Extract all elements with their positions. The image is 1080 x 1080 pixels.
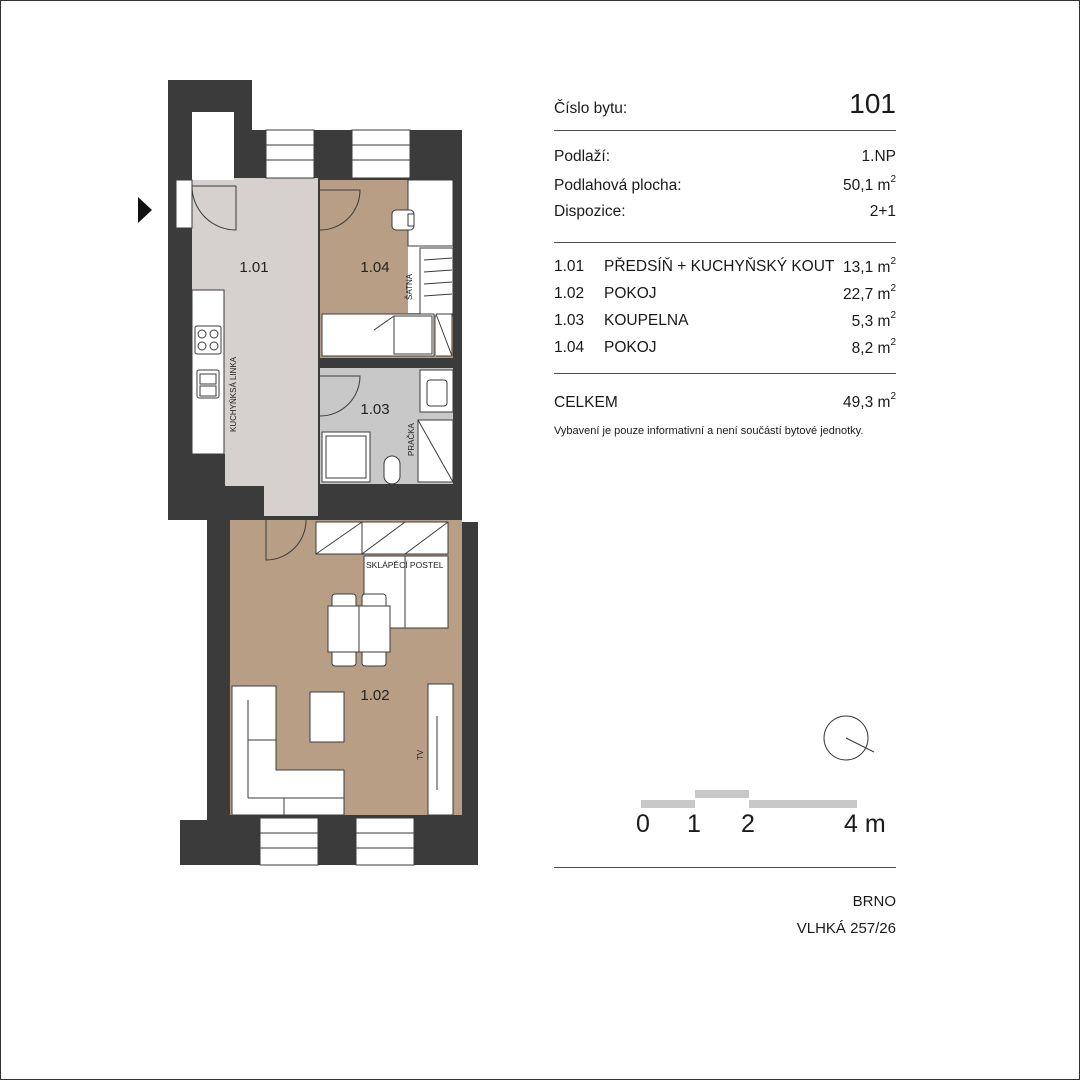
divider [554,242,896,243]
room-name: KOUPELNA [604,312,689,329]
area-unit-exp: 2 [890,174,896,185]
north-arrow-icon [824,716,874,760]
room-area: 22,7 m [843,286,891,304]
label-wardrobe: ŠATNA [405,273,414,300]
label-washer: PRAČKA [407,423,416,456]
divider [554,867,896,868]
area-unit-exp: 2 [890,337,896,348]
divider [554,373,896,374]
floor-label: Podlaží: [554,148,611,165]
divider [554,130,896,131]
layout-row [554,203,896,221]
label-kitchen-unit: KUCHYŇKSÁ LINKA [229,356,238,432]
room-label-1-02: 1.02 [360,687,390,704]
room-name: POKOJ [604,285,657,302]
window-left [176,180,192,228]
floor-area-label: Podlahová plocha: [554,177,682,195]
floor-area-row [554,176,896,195]
window-top-right [352,130,410,178]
tv-unit [428,684,453,815]
window-bottom-right [356,818,414,865]
area-unit-exp: 2 [890,310,896,321]
apartment-number: 101 [849,88,896,119]
bed-small [322,314,452,356]
entry-niche [192,112,234,180]
window-bottom-left [260,818,318,865]
entrance-arrow-icon [138,197,152,223]
coffee-table [310,692,344,742]
room-area: 13,1 m [843,259,891,277]
floor-value: 1.NP [861,148,896,165]
layout-label: Dispozice: [554,203,626,220]
room-id: 1.01 [554,258,585,275]
scale-label-4: 4 m [844,810,886,838]
room-id: 1.04 [554,339,585,356]
room-label-1-03: 1.03 [360,401,390,418]
room-name: POKOJ [604,339,657,356]
address-city: BRNO [852,893,896,910]
layout-value: 2+1 [869,203,896,220]
room-id: 1.02 [554,285,585,302]
window-top-left [266,130,314,178]
room-area: 5,3 m [851,313,891,331]
area-unit-exp: 2 [890,256,896,267]
scale-label-2: 2 [741,810,755,838]
disclaimer-note: Vybavení je pouze informativní a není součástí bytové jednotky. [554,425,864,437]
floor-row [554,148,896,166]
room-label-1-01: 1.01 [239,259,269,276]
area-unit-exp: 2 [890,283,896,294]
address-street: VLHKÁ 257/26 [796,920,896,937]
floor-area-value: 50,1 m [843,177,891,195]
room-id: 1.03 [554,312,585,329]
apartment-number-row [554,88,896,120]
total-value: 49,3 m [843,394,891,412]
scale-bar [641,790,857,808]
total-label: CELKEM [554,394,618,412]
total-row [554,393,896,412]
label-foldable-bed: SKLÁPĚCÍ POSTEL [366,560,444,570]
area-unit-exp: 2 [890,391,896,402]
room-area: 8,2 m [851,340,891,358]
room-name: PŘEDSÍŇ + KUCHYŇSKÝ KOUT [604,258,835,275]
apartment-number-label: Číslo bytu: [554,100,628,117]
scale-label-0: 0 [636,810,650,838]
wardrobe [420,248,453,316]
scale-label-1: 1 [687,810,701,838]
label-tv: TV [416,749,425,760]
room-label-1-04: 1.04 [360,259,390,276]
